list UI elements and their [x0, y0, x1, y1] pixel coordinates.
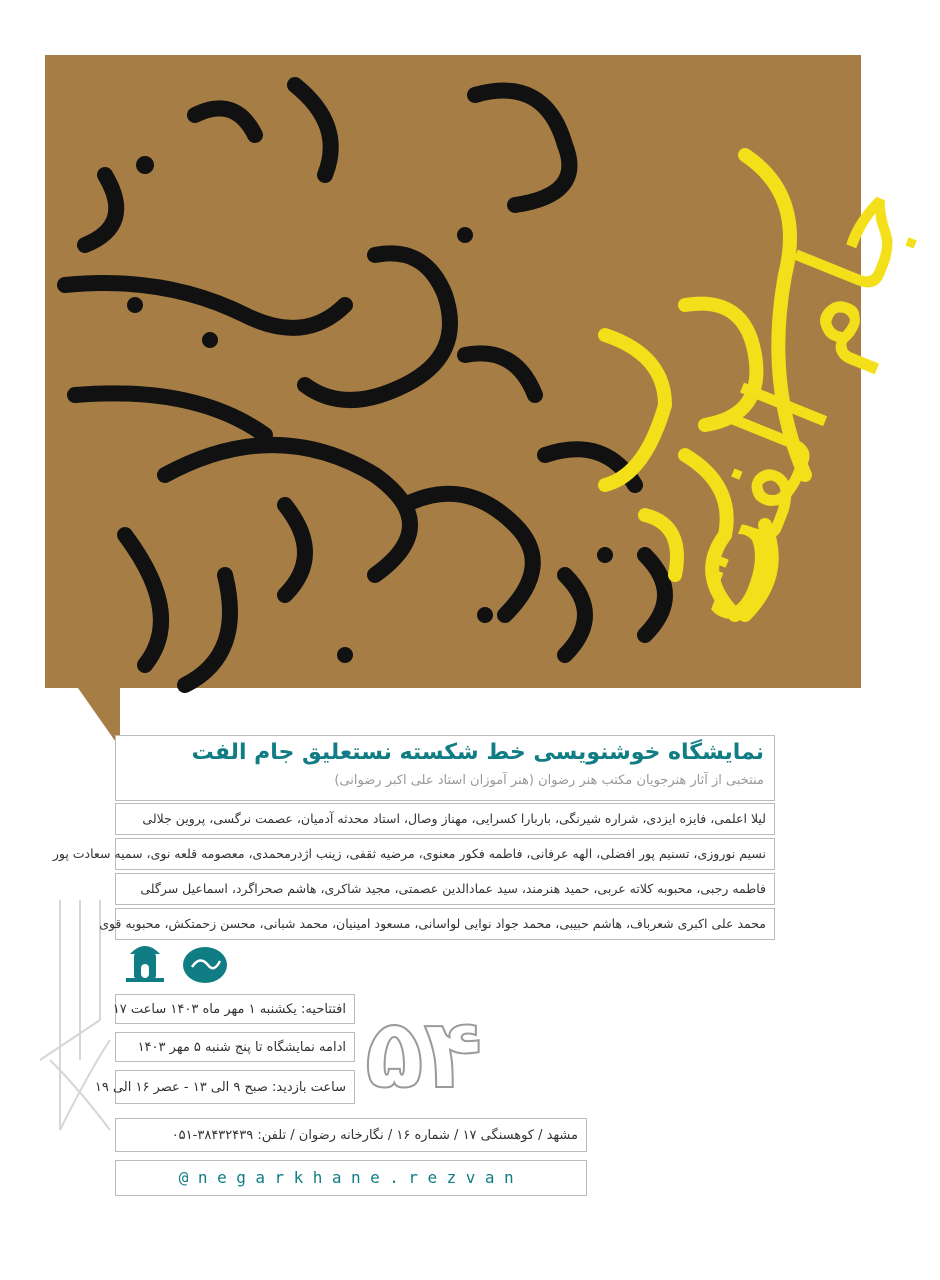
edition-number: ۵۴	[365, 998, 483, 1110]
negarkhane-rezvan-logo	[182, 945, 228, 985]
artist-row: لیلا اعلمی، فایزه ایزدی، شراره شیرنگی، باربارا کسرایی، مهناز وصال، استاد محدثه آدمیان، عصمت نرگسی، پروین جلالی	[115, 803, 775, 835]
opening-info: افتتاحیه: یکشنبه ۱ مهر ماه ۱۴۰۳ ساعت ۱۷	[115, 994, 355, 1024]
hero-calligraphy-panel	[45, 55, 940, 688]
address-info: مشهد / کوهسنگی ۱۷ / شماره ۱۶ / نگارخانه رضوان / تلفن: ۳۸۴۳۲۴۳۹-۰۵۱	[115, 1118, 587, 1152]
exhibition-title: نمایشگاه خوشنویسی خط شکسته نستعلیق جام الفت	[191, 740, 764, 765]
title-box	[115, 735, 775, 801]
artist-row: محمد علی اکبری شعرباف، هاشم حبیبی، محمد جواد نوایی لواسانی، مسعود امینیان، محمد شبانی، محسن زحمتکش، محبوبه قوی	[115, 908, 775, 940]
astan-quds-logo	[120, 940, 170, 990]
artist-list	[52, 803, 775, 943]
hero-title: جام الفت	[637, 161, 940, 643]
continuation-info: ادامه نمایشگاه تا پنج شنبه ۵ مهر ۱۴۰۳	[115, 1032, 355, 1062]
exhibition-subtitle: منتخبی از آثار هنرجویان مکتب هنر رضوان (هنر آموزان استاد علی اکبر رضوانی)	[334, 773, 764, 788]
visiting-hours-info: ساعت بازدید: صبح ۹ الی ۱۳ - عصر ۱۶ الی ۱۹	[115, 1070, 355, 1104]
artist-row: فاطمه رجبی، محبوبه کلاته عربی، حمید هنرمند، سید عمادالدین عصمتی، مجید شاکری، هاشم صحراگرد، اسماعیل سرگلی	[115, 873, 775, 905]
speech-bubble-tail	[78, 688, 120, 748]
artist-row: نسیم نوروزی، تسنیم پور افضلی، الهه عرفانی، فاطمه فکور معنوی، مرضیه ثقفی، زینب اژدرمحمدی، معصومه قلعه نوی، سمیه سعادت پور	[115, 838, 775, 870]
instagram-handle[interactable]: @negarkhane.rezvan	[115, 1160, 587, 1196]
